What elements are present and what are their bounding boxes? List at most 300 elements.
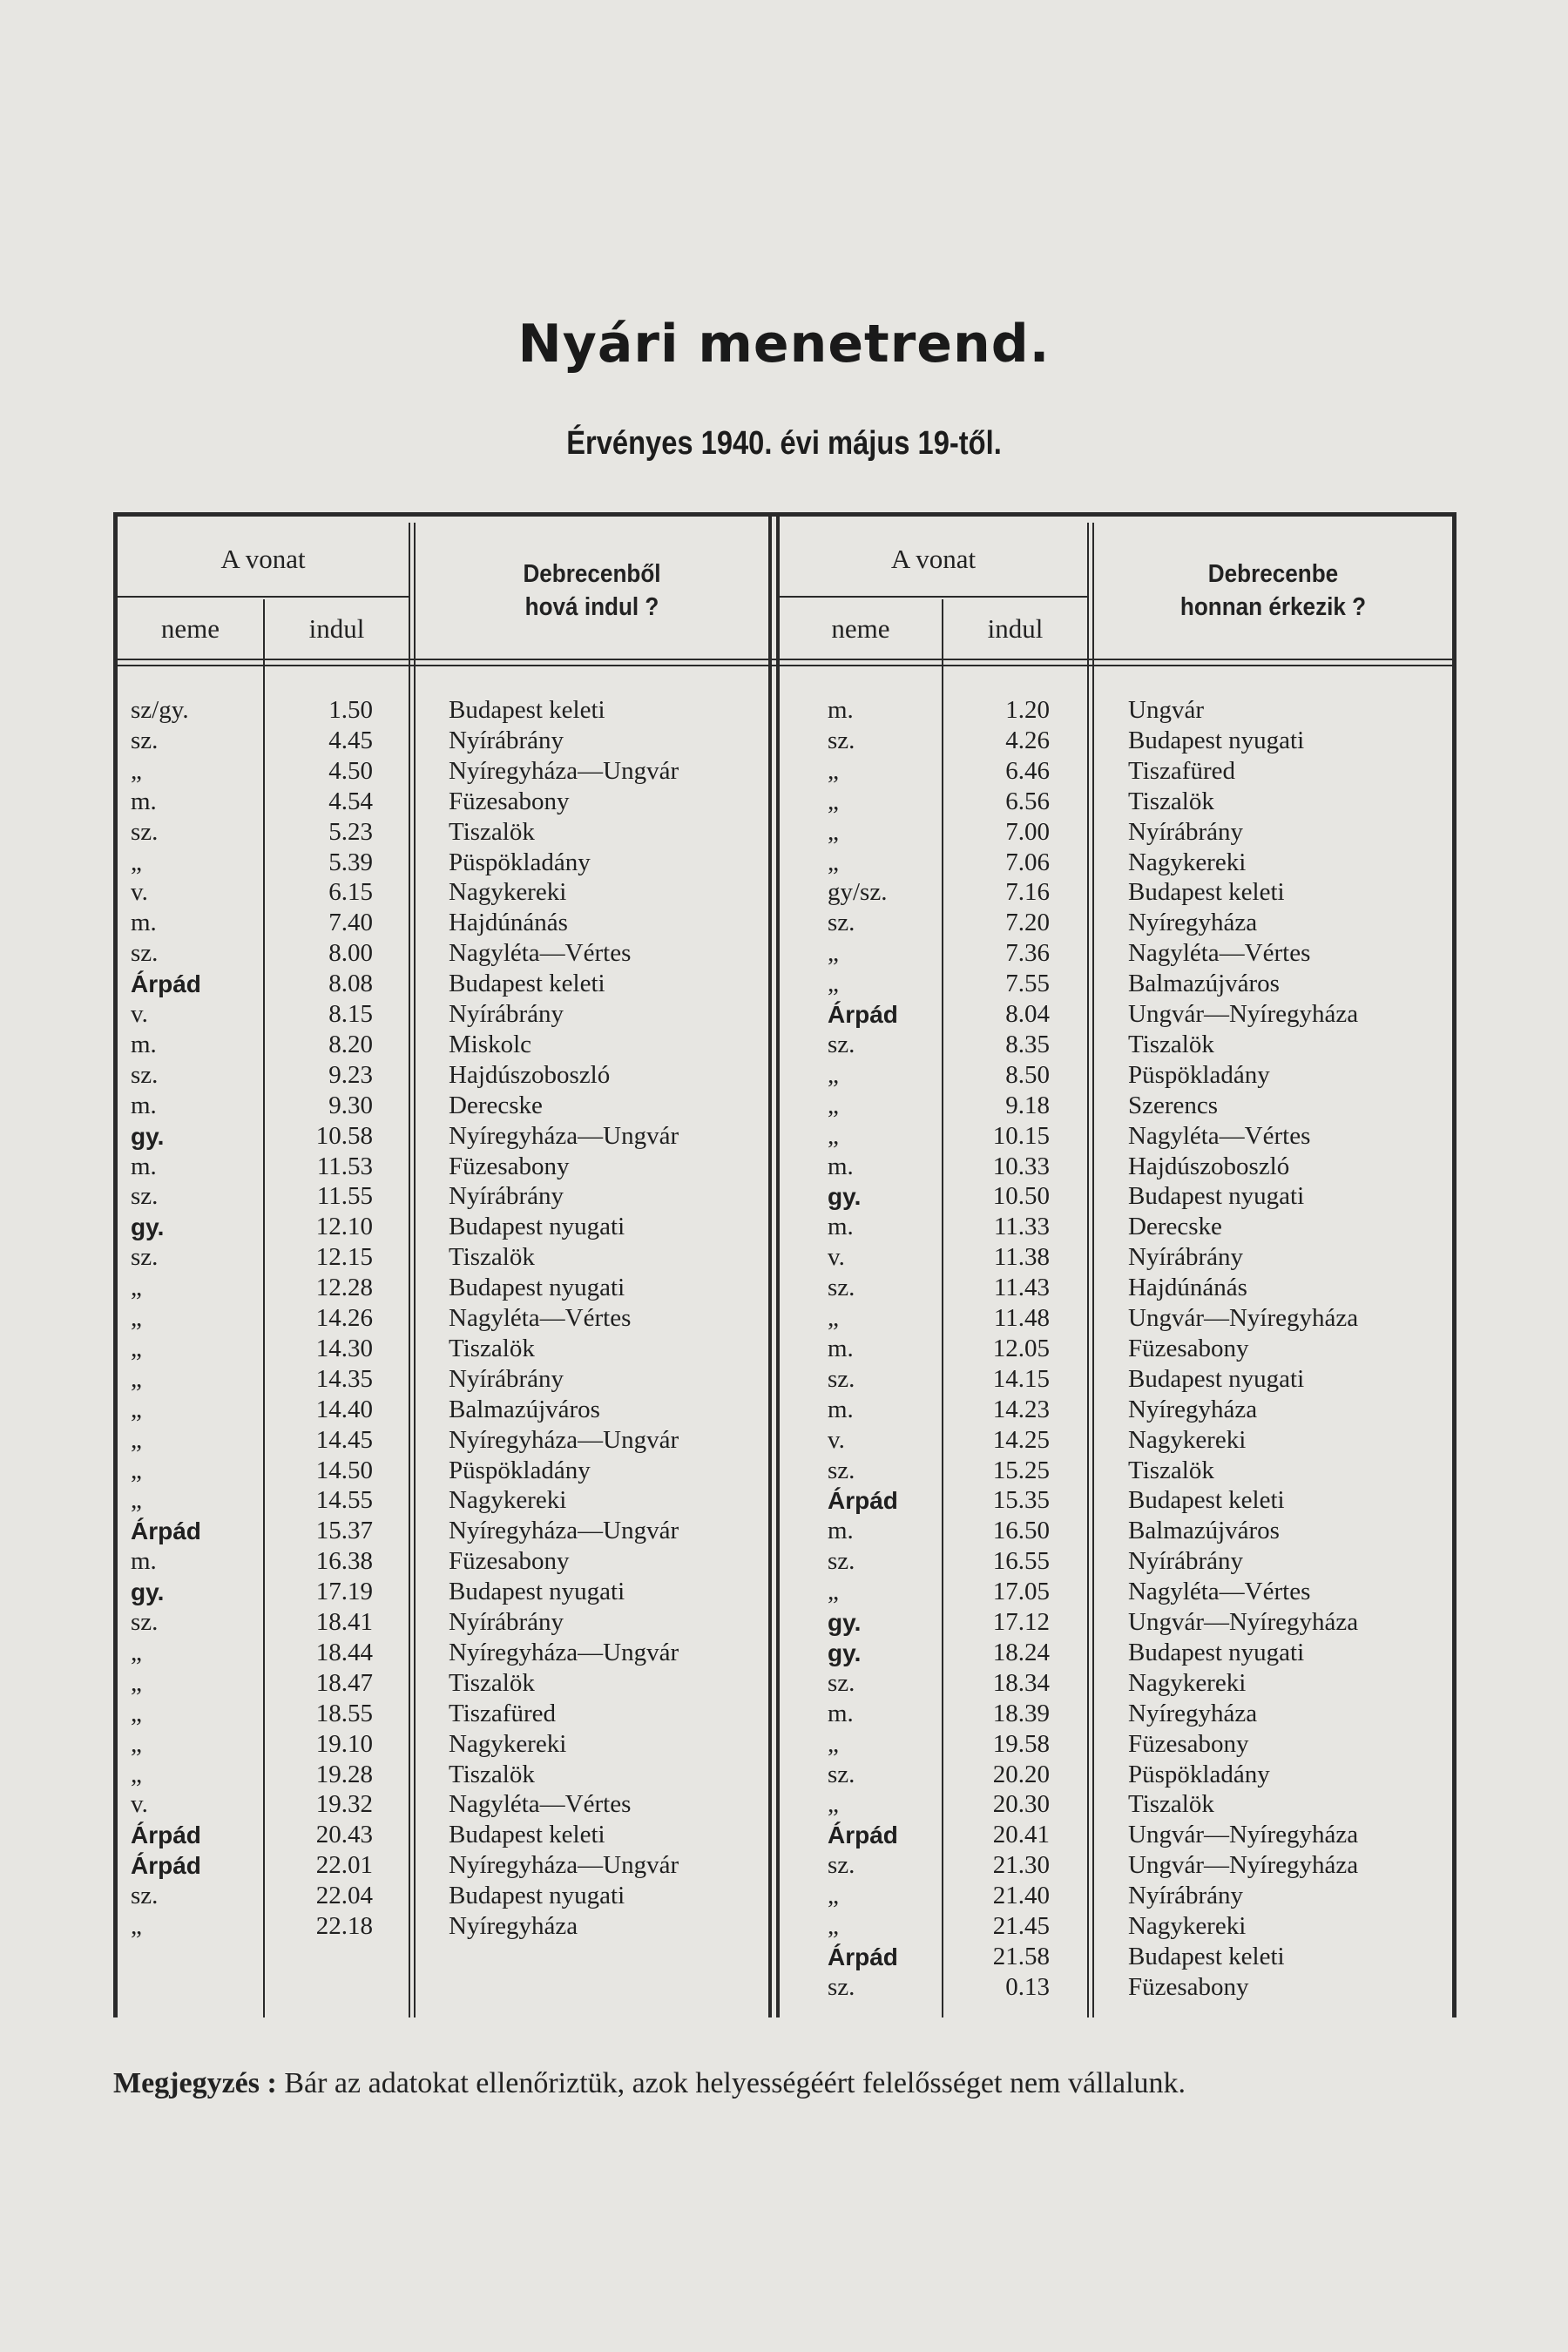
origin: Budapest keleti: [1128, 878, 1285, 907]
train-type: Árpád: [828, 1001, 898, 1028]
train-type: gy.: [828, 1183, 862, 1211]
origin: Budapest nyugati: [1128, 1638, 1305, 1666]
arrival-time: 8.35: [1005, 1030, 1050, 1058]
departures-dest-line-1: Debrecenből: [523, 560, 661, 588]
right-subheader-rule: [780, 596, 1087, 598]
departure-time: 4.45: [328, 726, 373, 754]
departure-time: 10.58: [315, 1121, 373, 1150]
origin: Nyírábrány: [1128, 1243, 1244, 1272]
arrivals-row: [113, 1546, 1456, 1577]
train-type: „: [828, 970, 839, 998]
origin: Szerencs: [1128, 1091, 1219, 1119]
origin: Nagyléta—Vértes: [1128, 939, 1311, 968]
arrival-time: 10.15: [992, 1121, 1050, 1150]
destination: Miskolc: [449, 1030, 532, 1058]
departure-time: 14.26: [315, 1304, 373, 1332]
arrival-time: 7.16: [1005, 878, 1050, 907]
departure-time: 1.50: [328, 696, 373, 724]
arrivals-row: [113, 1972, 1456, 2003]
destination: Nyíregyháza—Ungvár: [449, 1425, 679, 1454]
origin: Nagykereki: [1128, 1912, 1247, 1940]
arrival-time: 7.55: [1005, 970, 1050, 998]
train-type: sz/gy.: [131, 696, 189, 724]
train-type: „: [131, 1334, 142, 1362]
origin: Tiszafüred: [1128, 756, 1235, 785]
arrival-time: 8.04: [1005, 1000, 1050, 1028]
arrival-time: 14.23: [992, 1395, 1050, 1423]
arrival-time: 19.58: [992, 1729, 1050, 1758]
header-bottom-rule: [118, 659, 1452, 660]
arrival-time: 18.34: [992, 1668, 1050, 1697]
arrivals-row: [113, 908, 1456, 938]
arrivals-row: [113, 1607, 1456, 1638]
train-type: v.: [828, 1243, 845, 1272]
train-type: v.: [131, 1000, 148, 1028]
departure-time: 18.41: [315, 1608, 373, 1636]
train-type: „: [828, 1121, 839, 1150]
arrival-time: 21.45: [992, 1912, 1050, 1940]
train-type: v.: [131, 878, 148, 907]
arrivals-row: [113, 1699, 1456, 1729]
origin: Tiszalök: [1128, 1456, 1214, 1484]
departure-time: 22.18: [315, 1912, 373, 1940]
train-type: „: [828, 1060, 839, 1089]
train-type: v.: [131, 1790, 148, 1819]
train-type: „: [828, 1729, 839, 1758]
destination: Tiszafüred: [449, 1699, 556, 1727]
arrival-time: 11.33: [993, 1213, 1050, 1241]
arrivals-row: [113, 1152, 1456, 1182]
arrivals-row: [113, 695, 1456, 726]
train-type: sz.: [131, 1882, 159, 1910]
origin: Ungvár—Nyíregyháza: [1128, 1608, 1359, 1636]
destination: Füzesabony: [449, 787, 570, 815]
arrivals-row: [113, 1181, 1456, 1212]
train-type: sz.: [131, 1608, 159, 1636]
note-label: Megjegyzés :: [113, 2067, 277, 2099]
destination: Balmazújváros: [449, 1395, 600, 1423]
train-type: „: [131, 1456, 142, 1484]
departures-dest-header: [433, 558, 751, 624]
train-type: „: [131, 1668, 142, 1697]
train-type: m.: [828, 1699, 854, 1727]
arrivals-dest-line-2: honnan érkezik ?: [1179, 593, 1367, 621]
arrivals-row: [113, 938, 1456, 969]
destination: Budapest keleti: [449, 696, 605, 724]
arrivals-row: [113, 1121, 1456, 1152]
destination: Tiszalök: [449, 1760, 535, 1788]
train-type: gy/sz.: [828, 878, 888, 907]
departure-time: 9.23: [328, 1060, 373, 1089]
departure-time: 19.28: [315, 1760, 373, 1788]
arrival-time: 11.38: [993, 1243, 1050, 1272]
train-type: sz.: [131, 1182, 159, 1211]
departure-time: 22.04: [315, 1882, 373, 1910]
origin: Nyíregyháza: [1128, 909, 1258, 937]
train-type: Árpád: [131, 1517, 201, 1545]
train-type: „: [131, 1425, 142, 1454]
destination: Nagyléta—Vértes: [449, 939, 632, 968]
departure-time: 8.08: [328, 970, 373, 998]
arrival-time: 7.20: [1005, 909, 1050, 937]
header-bottom-rule-2: [118, 665, 1452, 666]
destination: Nyíregyháza—Ungvár: [449, 756, 679, 785]
arrivals-row: [113, 1212, 1456, 1242]
arrivals-row: [113, 1091, 1456, 1121]
arrival-time: 7.00: [1005, 817, 1050, 846]
origin: Balmazújváros: [1128, 970, 1280, 998]
arrival-time: 10.33: [992, 1152, 1050, 1180]
arrivals-row: [113, 1485, 1456, 1516]
origin: Nagykereki: [1128, 1425, 1247, 1454]
train-type: „: [131, 756, 142, 785]
arrival-time: 6.46: [1005, 756, 1050, 785]
arrivals-row: [113, 726, 1456, 756]
arrivals-row: [113, 1850, 1456, 1881]
train-type: m.: [131, 787, 157, 815]
train-type: sz.: [828, 1668, 855, 1697]
destination: Budapest nyugati: [449, 1882, 625, 1910]
arrivals-row: [113, 1820, 1456, 1850]
destination: Nagyléta—Vértes: [449, 1790, 632, 1819]
origin: Füzesabony: [1128, 1729, 1249, 1758]
train-type: sz.: [828, 1547, 855, 1576]
train-type: m.: [131, 1152, 157, 1180]
arrivals-row: [113, 1942, 1456, 1972]
train-type: „: [131, 1486, 142, 1515]
destination: Nyírábrány: [449, 1608, 564, 1636]
train-type: sz.: [828, 1364, 855, 1393]
arrivals-row: [113, 1364, 1456, 1395]
destination: Nyíregyháza—Ungvár: [449, 1851, 679, 1880]
departure-time: 14.50: [315, 1456, 373, 1484]
arrival-time: 15.35: [992, 1486, 1050, 1515]
arrival-time: 12.05: [992, 1334, 1050, 1362]
train-type: „: [828, 848, 839, 876]
arrivals-row: [113, 1516, 1456, 1546]
arrivals-row: [113, 848, 1456, 878]
train-type: sz.: [828, 909, 855, 937]
arrivals-row: [113, 1911, 1456, 1942]
destination: Nyíregyháza: [449, 1912, 578, 1940]
departures-type-header: neme: [160, 613, 220, 644]
destination: Nagykereki: [449, 1729, 567, 1758]
arrival-time: 20.20: [992, 1760, 1050, 1788]
departure-time: 6.15: [328, 878, 373, 907]
origin: Tiszalök: [1128, 1030, 1214, 1058]
origin: Nyírábrány: [1128, 817, 1244, 846]
train-type: „: [828, 1912, 839, 1940]
destination: Tiszalök: [449, 1668, 535, 1697]
train-type: „: [828, 817, 839, 846]
destination: Hajdúnánás: [449, 909, 568, 937]
arrival-time: 14.25: [992, 1425, 1050, 1454]
arrivals-row: [113, 756, 1456, 787]
train-type: Árpád: [131, 970, 201, 998]
destination: Budapest keleti: [449, 970, 605, 998]
arrival-time: 0.13: [1005, 1972, 1050, 2001]
departure-time: 22.01: [315, 1851, 373, 1880]
top-rule: [113, 512, 1456, 517]
destination: Füzesabony: [449, 1152, 570, 1180]
train-type: sz.: [828, 1851, 855, 1880]
note-text: Bár az adatokat ellenőriztük, azok helyességéért felelősséget nem vállalunk.: [284, 2067, 1186, 2099]
train-type: „: [828, 1091, 839, 1119]
train-type: „: [828, 1578, 839, 1606]
arrivals-group-label: A vonat: [890, 544, 977, 574]
arrival-time: 17.12: [992, 1608, 1050, 1636]
train-type: Árpád: [131, 1821, 201, 1849]
origin: Nyíregyháza: [1128, 1395, 1258, 1423]
train-type: gy.: [131, 1213, 165, 1241]
train-type: gy.: [828, 1609, 862, 1636]
train-type: „: [131, 1395, 142, 1423]
origin: Budapest keleti: [1128, 1486, 1285, 1515]
arrival-time: 4.26: [1005, 726, 1050, 754]
train-type: „: [828, 1882, 839, 1910]
origin: Budapest nyugati: [1128, 1182, 1305, 1211]
arrival-time: 11.43: [993, 1274, 1050, 1302]
origin: Nyíregyháza: [1128, 1699, 1258, 1727]
origin: Tiszalök: [1128, 1790, 1214, 1819]
origin: Hajdúszoboszló: [1128, 1152, 1290, 1180]
arrival-time: 11.48: [993, 1304, 1050, 1332]
destination: Nagykereki: [449, 878, 567, 907]
arrival-time: 17.05: [992, 1578, 1050, 1606]
arrivals-row: [113, 1577, 1456, 1607]
destination: Hajdúszoboszló: [449, 1060, 611, 1089]
arrivals-row: [113, 817, 1456, 848]
validity-subtitle: Érvényes 1940. évi május 19-től.: [566, 425, 1002, 462]
departure-time: 14.40: [315, 1395, 373, 1423]
train-type: sz.: [131, 1243, 159, 1272]
arrival-time: 21.58: [992, 1942, 1050, 1970]
train-type: „: [131, 1760, 142, 1788]
arrivals-row: [113, 1729, 1456, 1760]
departures-time-header: indul: [308, 613, 365, 644]
origin: Püspökladány: [1128, 1060, 1270, 1089]
arrival-time: 9.18: [1005, 1091, 1050, 1119]
train-type: sz.: [131, 817, 159, 846]
arrivals-time-header: indul: [987, 613, 1044, 644]
train-type: m.: [828, 1213, 854, 1241]
arrival-time: 15.25: [992, 1456, 1050, 1484]
destination: Tiszalök: [449, 817, 535, 846]
train-type: sz.: [828, 1274, 855, 1302]
destination: Füzesabony: [449, 1547, 570, 1576]
arrivals-row: [113, 1060, 1456, 1091]
arrivals-row: [113, 969, 1456, 999]
arrivals-row: [113, 1425, 1456, 1456]
arrivals-row: [113, 1303, 1456, 1334]
train-type: „: [131, 848, 142, 876]
origin: Nyírábrány: [1128, 1547, 1244, 1576]
train-type: m.: [828, 696, 854, 724]
train-type: „: [131, 1274, 142, 1302]
destination: Tiszalök: [449, 1243, 535, 1272]
train-type: „: [828, 787, 839, 815]
origin: Ungvár—Nyíregyháza: [1128, 1304, 1359, 1332]
arrivals-row: [113, 1638, 1456, 1668]
destination: Budapest nyugati: [449, 1578, 625, 1606]
origin: Nagykereki: [1128, 1668, 1247, 1697]
train-type: „: [131, 1304, 142, 1332]
origin: Budapest nyugati: [1128, 726, 1305, 754]
arrival-time: 7.36: [1005, 939, 1050, 968]
origin: Ungvár: [1128, 696, 1204, 724]
arrival-time: 21.30: [992, 1851, 1050, 1880]
arrivals-dest-line-1: Debrecenbe: [1207, 560, 1339, 588]
destination: Budapest nyugati: [449, 1213, 625, 1241]
destination: Püspökladány: [449, 848, 591, 876]
train-type: „: [131, 1729, 142, 1758]
destination: Püspökladány: [449, 1456, 591, 1484]
arrivals-row: [113, 1668, 1456, 1699]
departure-time: 14.35: [315, 1364, 373, 1393]
departure-time: 20.43: [315, 1821, 373, 1849]
train-type: „: [828, 1790, 839, 1819]
train-type: m.: [131, 909, 157, 937]
arrivals-dest-header: [1112, 558, 1435, 624]
train-type: m.: [828, 1395, 854, 1423]
arrival-time: 20.30: [992, 1790, 1050, 1819]
destination: Budapest nyugati: [449, 1274, 625, 1302]
departure-time: 5.23: [328, 817, 373, 846]
train-type: gy.: [131, 1578, 165, 1606]
departure-time: 11.55: [316, 1182, 373, 1211]
origin: Ungvár—Nyíregyháza: [1128, 1851, 1359, 1880]
arrival-time: 21.40: [992, 1882, 1050, 1910]
train-type: Árpád: [828, 1943, 898, 1970]
arrivals-row: [113, 1789, 1456, 1820]
arrivals-row: [113, 1030, 1456, 1060]
destination: Nyíregyháza—Ungvár: [449, 1638, 679, 1666]
origin: Budapest nyugati: [1128, 1364, 1305, 1393]
departure-time: 5.39: [328, 848, 373, 876]
arrival-time: 7.06: [1005, 848, 1050, 876]
origin: Nagyléta—Vértes: [1128, 1121, 1311, 1150]
train-type: v.: [828, 1425, 845, 1454]
arrival-time: 8.50: [1005, 1060, 1050, 1089]
departure-time: 15.37: [315, 1517, 373, 1545]
train-type: „: [828, 756, 839, 785]
arrivals-row: [113, 1456, 1456, 1486]
departures-group-label: A vonat: [220, 544, 306, 574]
arrival-time: 14.15: [992, 1364, 1050, 1393]
train-type: gy.: [131, 1122, 165, 1150]
timetable: [113, 512, 1456, 2017]
train-type: Árpád: [828, 1487, 898, 1515]
arrival-time: 6.56: [1005, 787, 1050, 815]
origin: Nagykereki: [1128, 848, 1247, 876]
departure-time: 19.32: [315, 1790, 373, 1819]
arrivals-row: [113, 1395, 1456, 1425]
arrival-time: 1.20: [1005, 696, 1050, 724]
origin: Nagyléta—Vértes: [1128, 1578, 1311, 1606]
destination: Budapest keleti: [449, 1821, 605, 1849]
left-subheader-rule: [118, 596, 409, 598]
origin: Püspökladány: [1128, 1760, 1270, 1788]
departure-time: 4.50: [328, 756, 373, 785]
train-type: sz.: [131, 1060, 159, 1089]
train-type: Árpád: [828, 1821, 898, 1849]
destination: Nagykereki: [449, 1486, 567, 1515]
departure-time: 18.55: [315, 1699, 373, 1727]
train-type: sz.: [131, 939, 159, 968]
origin: Tiszalök: [1128, 787, 1214, 815]
departure-time: 14.30: [315, 1334, 373, 1362]
arrivals-row: [113, 1881, 1456, 1911]
destination: Nyírábrány: [449, 1182, 564, 1211]
train-type: Árpád: [131, 1852, 201, 1880]
departure-time: 17.19: [315, 1578, 373, 1606]
train-type: „: [828, 939, 839, 968]
train-type: „: [131, 1912, 142, 1940]
train-type: m.: [131, 1030, 157, 1058]
departure-time: 18.47: [315, 1668, 373, 1697]
arrival-time: 18.24: [992, 1638, 1050, 1666]
origin: Ungvár—Nyíregyháza: [1128, 1000, 1359, 1028]
departure-time: 8.15: [328, 1000, 373, 1028]
train-type: sz.: [828, 1456, 855, 1484]
departure-time: 16.38: [315, 1547, 373, 1576]
arrivals-row: [113, 787, 1456, 817]
page-title: Nyári menetrend.: [517, 314, 1051, 375]
departure-time: 12.28: [315, 1274, 373, 1302]
train-type: m.: [131, 1547, 157, 1576]
arrival-time: 16.55: [992, 1547, 1050, 1576]
departure-time: 12.10: [315, 1213, 373, 1241]
departures-dest-line-2: hová indul ?: [524, 593, 659, 621]
origin: Füzesabony: [1128, 1972, 1249, 2001]
train-type: „: [131, 1699, 142, 1727]
origin: Derecske: [1128, 1213, 1222, 1241]
departure-time: 7.40: [328, 909, 373, 937]
departure-time: 8.00: [328, 939, 373, 968]
arrivals-row: [113, 999, 1456, 1030]
train-type: „: [131, 1364, 142, 1393]
train-type: m.: [828, 1334, 854, 1362]
departure-time: 11.53: [316, 1152, 373, 1180]
destination: Tiszalök: [449, 1334, 535, 1362]
destination: Derecske: [449, 1091, 543, 1119]
departure-time: 18.44: [315, 1638, 373, 1666]
train-type: m.: [828, 1152, 854, 1180]
train-type: „: [131, 1638, 142, 1666]
destination: Nagyléta—Vértes: [449, 1304, 632, 1332]
train-type: sz.: [828, 726, 855, 754]
arrivals-row: [113, 877, 1456, 908]
destination: Nyírábrány: [449, 1000, 564, 1028]
train-type: sz.: [828, 1030, 855, 1058]
origin: Balmazújváros: [1128, 1517, 1280, 1545]
origin: Budapest keleti: [1128, 1942, 1285, 1970]
train-type: gy.: [828, 1639, 862, 1666]
departure-time: 19.10: [315, 1729, 373, 1758]
destination: Nyíregyháza—Ungvár: [449, 1121, 679, 1150]
departure-time: 9.30: [328, 1091, 373, 1119]
departure-time: 12.15: [315, 1243, 373, 1272]
departure-time: 14.45: [315, 1425, 373, 1454]
train-type: sz.: [828, 1972, 855, 2001]
arrival-time: 18.39: [992, 1699, 1050, 1727]
arrivals-row: [113, 1334, 1456, 1364]
departure-time: 8.20: [328, 1030, 373, 1058]
arrival-time: 16.50: [992, 1517, 1050, 1545]
train-type: sz.: [828, 1760, 855, 1788]
train-type: sz.: [131, 726, 159, 754]
arrivals-type-header: neme: [831, 613, 890, 644]
